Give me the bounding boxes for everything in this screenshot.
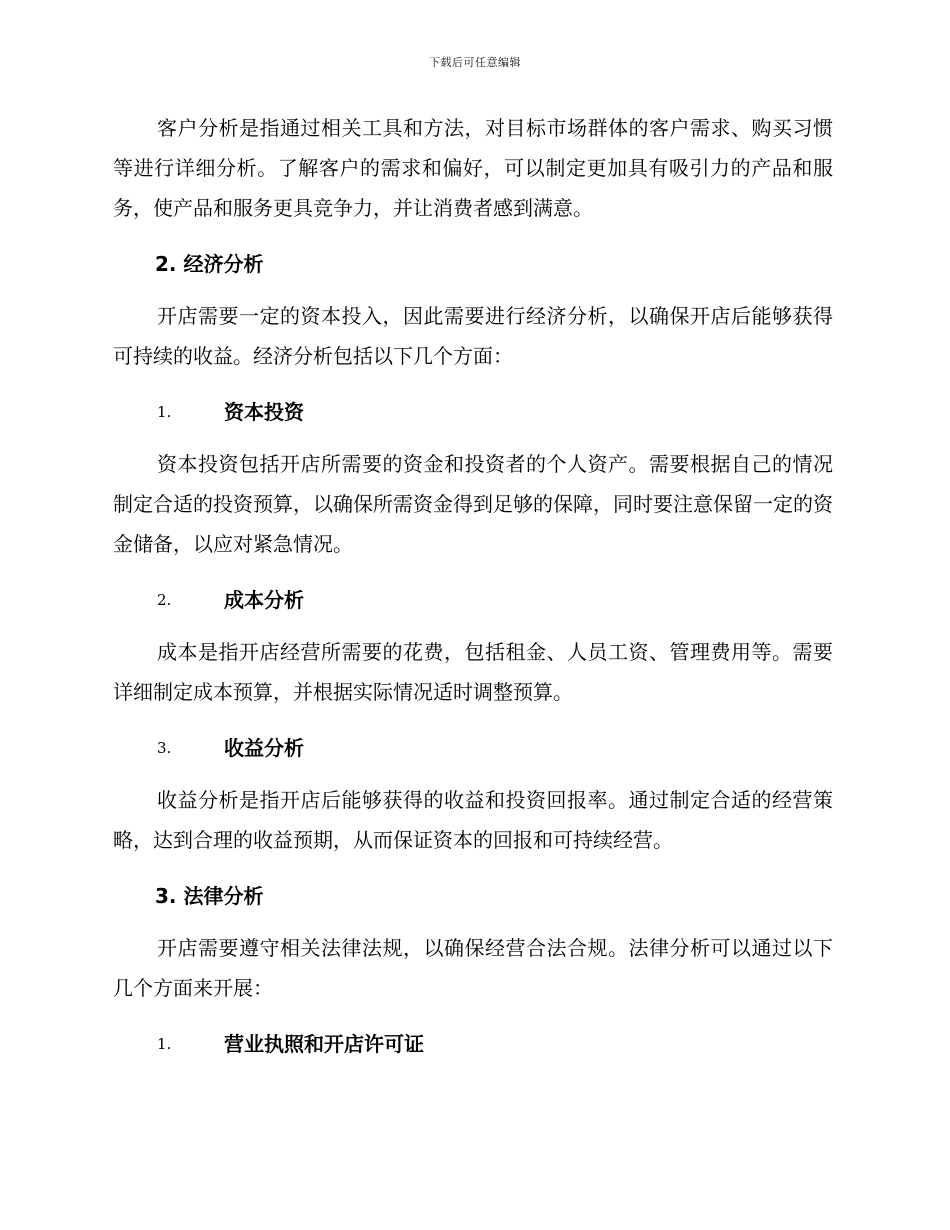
subheading-title: 营业执照和开店许可证: [224, 1032, 424, 1056]
heading-revenue-analysis: [113, 728, 833, 768]
paragraph-economic-intro: 开店需要一定的资本投入，因此需要进行经济分析，以确保开店后能够获得可持续的收益。经济分析包括以下几个方面：: [113, 304, 833, 368]
heading-capital-investment: [113, 392, 833, 432]
list-number: 1.: [157, 403, 172, 421]
document-body: [113, 108, 833, 1076]
paragraph-capital-investment: 资本投资包括开店所需要的资金和投资者的个人资产。需要根据自己的情况制定合适的投资预算，以确保所需资金得到足够的保障，同时要注意保留一定的资金储备，以应对紧急情况。: [113, 452, 833, 556]
paragraph-cost-analysis: 成本是指开店经营所需要的花费，包括租金、人员工资、管理费用等。需要详细制定成本预算，并根据实际情况适时调整预算。: [113, 640, 833, 704]
heading-economic-analysis: 2. 经济分析: [155, 252, 264, 276]
list-number: 1.: [157, 1035, 172, 1053]
paragraph-revenue-analysis: 收益分析是指开店后能够获得的收益和投资回报率。通过制定合适的经营策略，达到合理的收益预期，从而保证资本的回报和可持续经营。: [113, 788, 833, 852]
subheading-title: 收益分析: [224, 736, 304, 760]
list-number: 3.: [157, 739, 172, 757]
page-header-note: 下载后可任意编辑: [429, 56, 521, 69]
subheading-title: 资本投资: [224, 400, 304, 424]
paragraph-customer-analysis: 客户分析是指通过相关工具和方法，对目标市场群体的客户需求、购买习惯等进行详细分析。了解客户的需求和偏好，可以制定更加具有吸引力的产品和服务，使产品和服务更具竞争力，并让消费者感到满意。: [113, 116, 833, 220]
list-number: 2.: [157, 591, 172, 609]
heading-legal-analysis: 3. 法律分析: [155, 884, 264, 908]
paragraph-legal-intro: 开店需要遵守相关法律法规，以确保经营合法合规。法律分析可以通过以下几个方面来开展：: [113, 936, 833, 1000]
heading-business-license: [113, 1024, 833, 1064]
heading-cost-analysis: [113, 580, 833, 620]
subheading-title: 成本分析: [224, 588, 304, 612]
